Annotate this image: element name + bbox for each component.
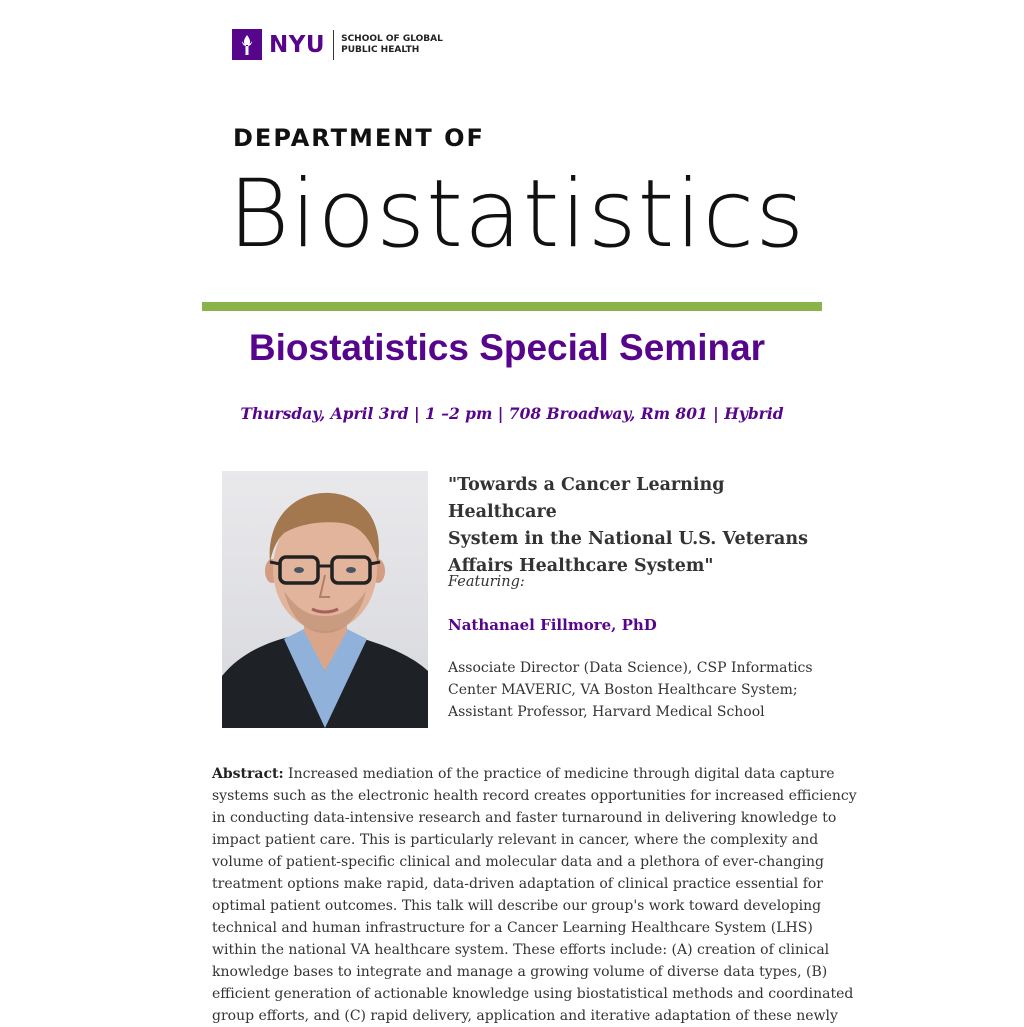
abstract-line: efficient generation of actionable knowledge using biostatistical methods and coordinated	[212, 986, 854, 1002]
abstract-line: treatment options make rapid, data-driven adaptation of clinical practice essential for	[212, 876, 824, 892]
talk-title-line: System in the National U.S. Veterans	[448, 529, 808, 549]
speaker-photo	[222, 471, 428, 728]
nyu-wordmark: NYU	[269, 31, 326, 58]
department-name: Biostatistics	[228, 160, 806, 269]
abstract-line: in conducting data-intensive research and faster turnaround in delivering knowledge to	[212, 810, 837, 826]
abstract-line: within the national VA healthcare system. These efforts include: (A) creation of clinical	[212, 942, 830, 958]
nyu-logo	[232, 29, 443, 60]
featuring-label: Featuring:	[448, 574, 525, 590]
nyu-torch-icon	[232, 29, 262, 60]
affiliation-line: Associate Director (Data Science), CSP Informatics	[448, 660, 813, 676]
abstract-line: impact patient care. This is particularly relevant in cancer, where the complexity and	[212, 832, 819, 848]
school-name-line: SCHOOL OF GLOBAL	[341, 33, 443, 44]
abstract-line: technical and human infrastructure for a Cancer Learning Healthcare System (LHS)	[212, 920, 813, 936]
seminar-title: Biostatistics Special Seminar	[248, 327, 766, 368]
abstract-line: volume of patient-specific clinical and molecular data and a plethora of ever-changing	[212, 854, 825, 870]
event-details: Thursday, April 3rd | 1 –2 pm | 708 Broadway, Rm 801 | Hybrid	[240, 404, 784, 423]
school-name	[341, 34, 443, 56]
talk-title	[448, 472, 828, 580]
abstract-text: Increased mediation of the practice of medicine through digital data capture	[283, 766, 835, 782]
department-prefix: DEPARTMENT OF	[233, 124, 485, 152]
logo-divider	[333, 30, 334, 60]
school-name-line: PUBLIC HEALTH	[341, 44, 420, 55]
talk-title-line: Affairs Healthcare System"	[448, 556, 714, 576]
abstract-line	[212, 763, 835, 785]
affiliation-line: Assistant Professor, Harvard Medical School	[448, 704, 765, 720]
abstract	[212, 763, 857, 1027]
divider-rule	[202, 302, 822, 311]
abstract-line: knowledge bases to integrate and manage a growing volume of diverse data types, (B)	[212, 964, 828, 980]
abstract-line: group efforts, and (C) rapid delivery, application and iterative adaptation of these newly	[212, 1008, 838, 1024]
speaker-name: Nathanael Fillmore, PhD	[448, 616, 657, 634]
abstract-line: systems such as the electronic health record creates opportunities for increased efficiency	[212, 788, 857, 804]
abstract-line: optimal patient outcomes. This talk will describe our group's work toward developing	[212, 898, 822, 914]
speaker-affiliation	[448, 657, 813, 723]
affiliation-line: Center MAVERIC, VA Boston Healthcare System;	[448, 682, 798, 698]
abstract-label: Abstract:	[212, 766, 284, 782]
talk-title-line: "Towards a Cancer Learning Healthcare	[448, 475, 725, 522]
